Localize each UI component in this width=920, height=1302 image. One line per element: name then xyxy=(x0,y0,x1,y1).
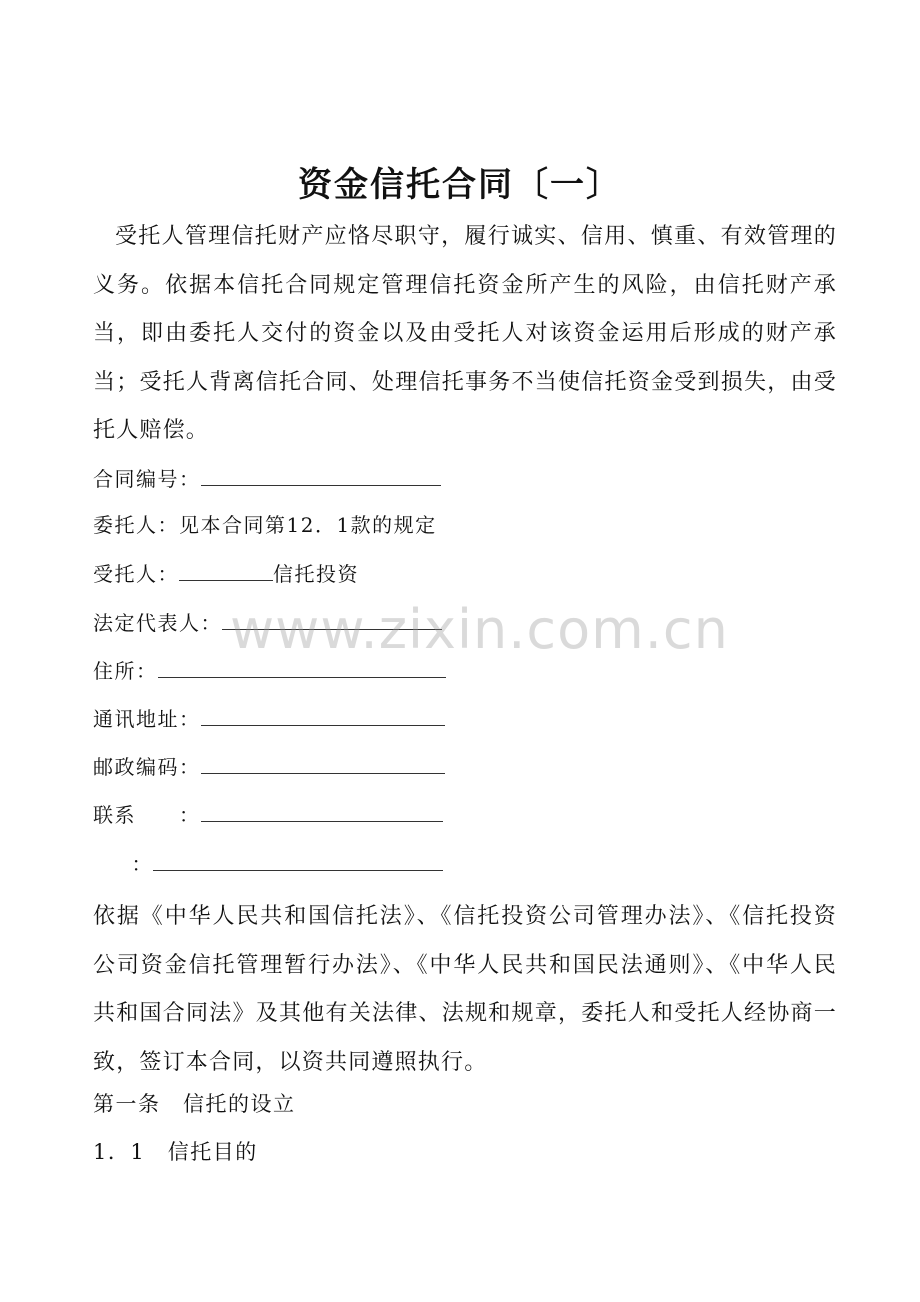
trustee-label: 受托人： xyxy=(93,562,179,586)
principal-line: 委托人：见本合同第12．1款的规定 xyxy=(93,513,437,537)
mailing-address-label: 通讯地址： xyxy=(93,707,201,731)
section-1-1-heading: 1．1 信托目的 xyxy=(93,1140,258,1164)
contract-number-blank[interactable] xyxy=(201,463,441,486)
trustee-line xyxy=(93,558,359,589)
contact-blank[interactable] xyxy=(201,799,443,822)
legal-representative-line xyxy=(93,607,442,638)
contract-number-line xyxy=(93,463,441,494)
watermark: www.zixin.com.cn xyxy=(230,598,729,661)
address-line xyxy=(93,655,446,686)
legal-representative-blank[interactable] xyxy=(222,607,442,630)
trustee-name-blank[interactable] xyxy=(179,558,273,581)
contact-line-2 xyxy=(110,848,443,879)
article-1-heading: 第一条 信托的设立 xyxy=(93,1092,296,1116)
postal-code-blank[interactable] xyxy=(201,751,445,774)
contract-number-label: 合同编号： xyxy=(93,467,201,491)
contact-2-blank[interactable] xyxy=(153,848,443,871)
postal-code-line xyxy=(93,751,445,782)
contact-line xyxy=(93,799,443,830)
trustee-suffix: 信托投资 xyxy=(273,562,359,586)
address-blank[interactable] xyxy=(158,655,446,678)
contact-label: 联系 ： xyxy=(93,803,201,827)
intro-paragraph: 受托人管理信托财产应恪尽职守，履行诚实、信用、慎重、有效管理的义务。依据本信托合同规定管理信托资金所产生的风险，由信托财产承当，即由委托人交付的资金以及由受托人对该资金运用后形成的财产承当；受托人背离信托合同、处理信托事务不当使信托资金受到损失，由受托人赔偿。 xyxy=(93,224,837,443)
postal-code-label: 邮政编码： xyxy=(93,755,201,779)
legal-basis-paragraph: 依据《中华人民共和国信托法》、《信托投资公司管理办法》、《信托投资公司资金信托管理暂行办法》、《中华人民共和国民法通则》、《中华人民共和国合同法》及其他有关法律、法规和规章，委托人和受托人经协商一致，签订本合同，以资共同遵照执行。 xyxy=(93,904,837,1075)
mailing-address-blank[interactable] xyxy=(201,703,445,726)
contact-2-label: ： xyxy=(110,852,153,876)
document-title: 资金信托合同〔一〕 xyxy=(298,165,622,205)
mailing-address-line xyxy=(93,703,445,734)
address-label: 住所： xyxy=(93,659,158,683)
legal-representative-label: 法定代表人： xyxy=(93,611,222,635)
